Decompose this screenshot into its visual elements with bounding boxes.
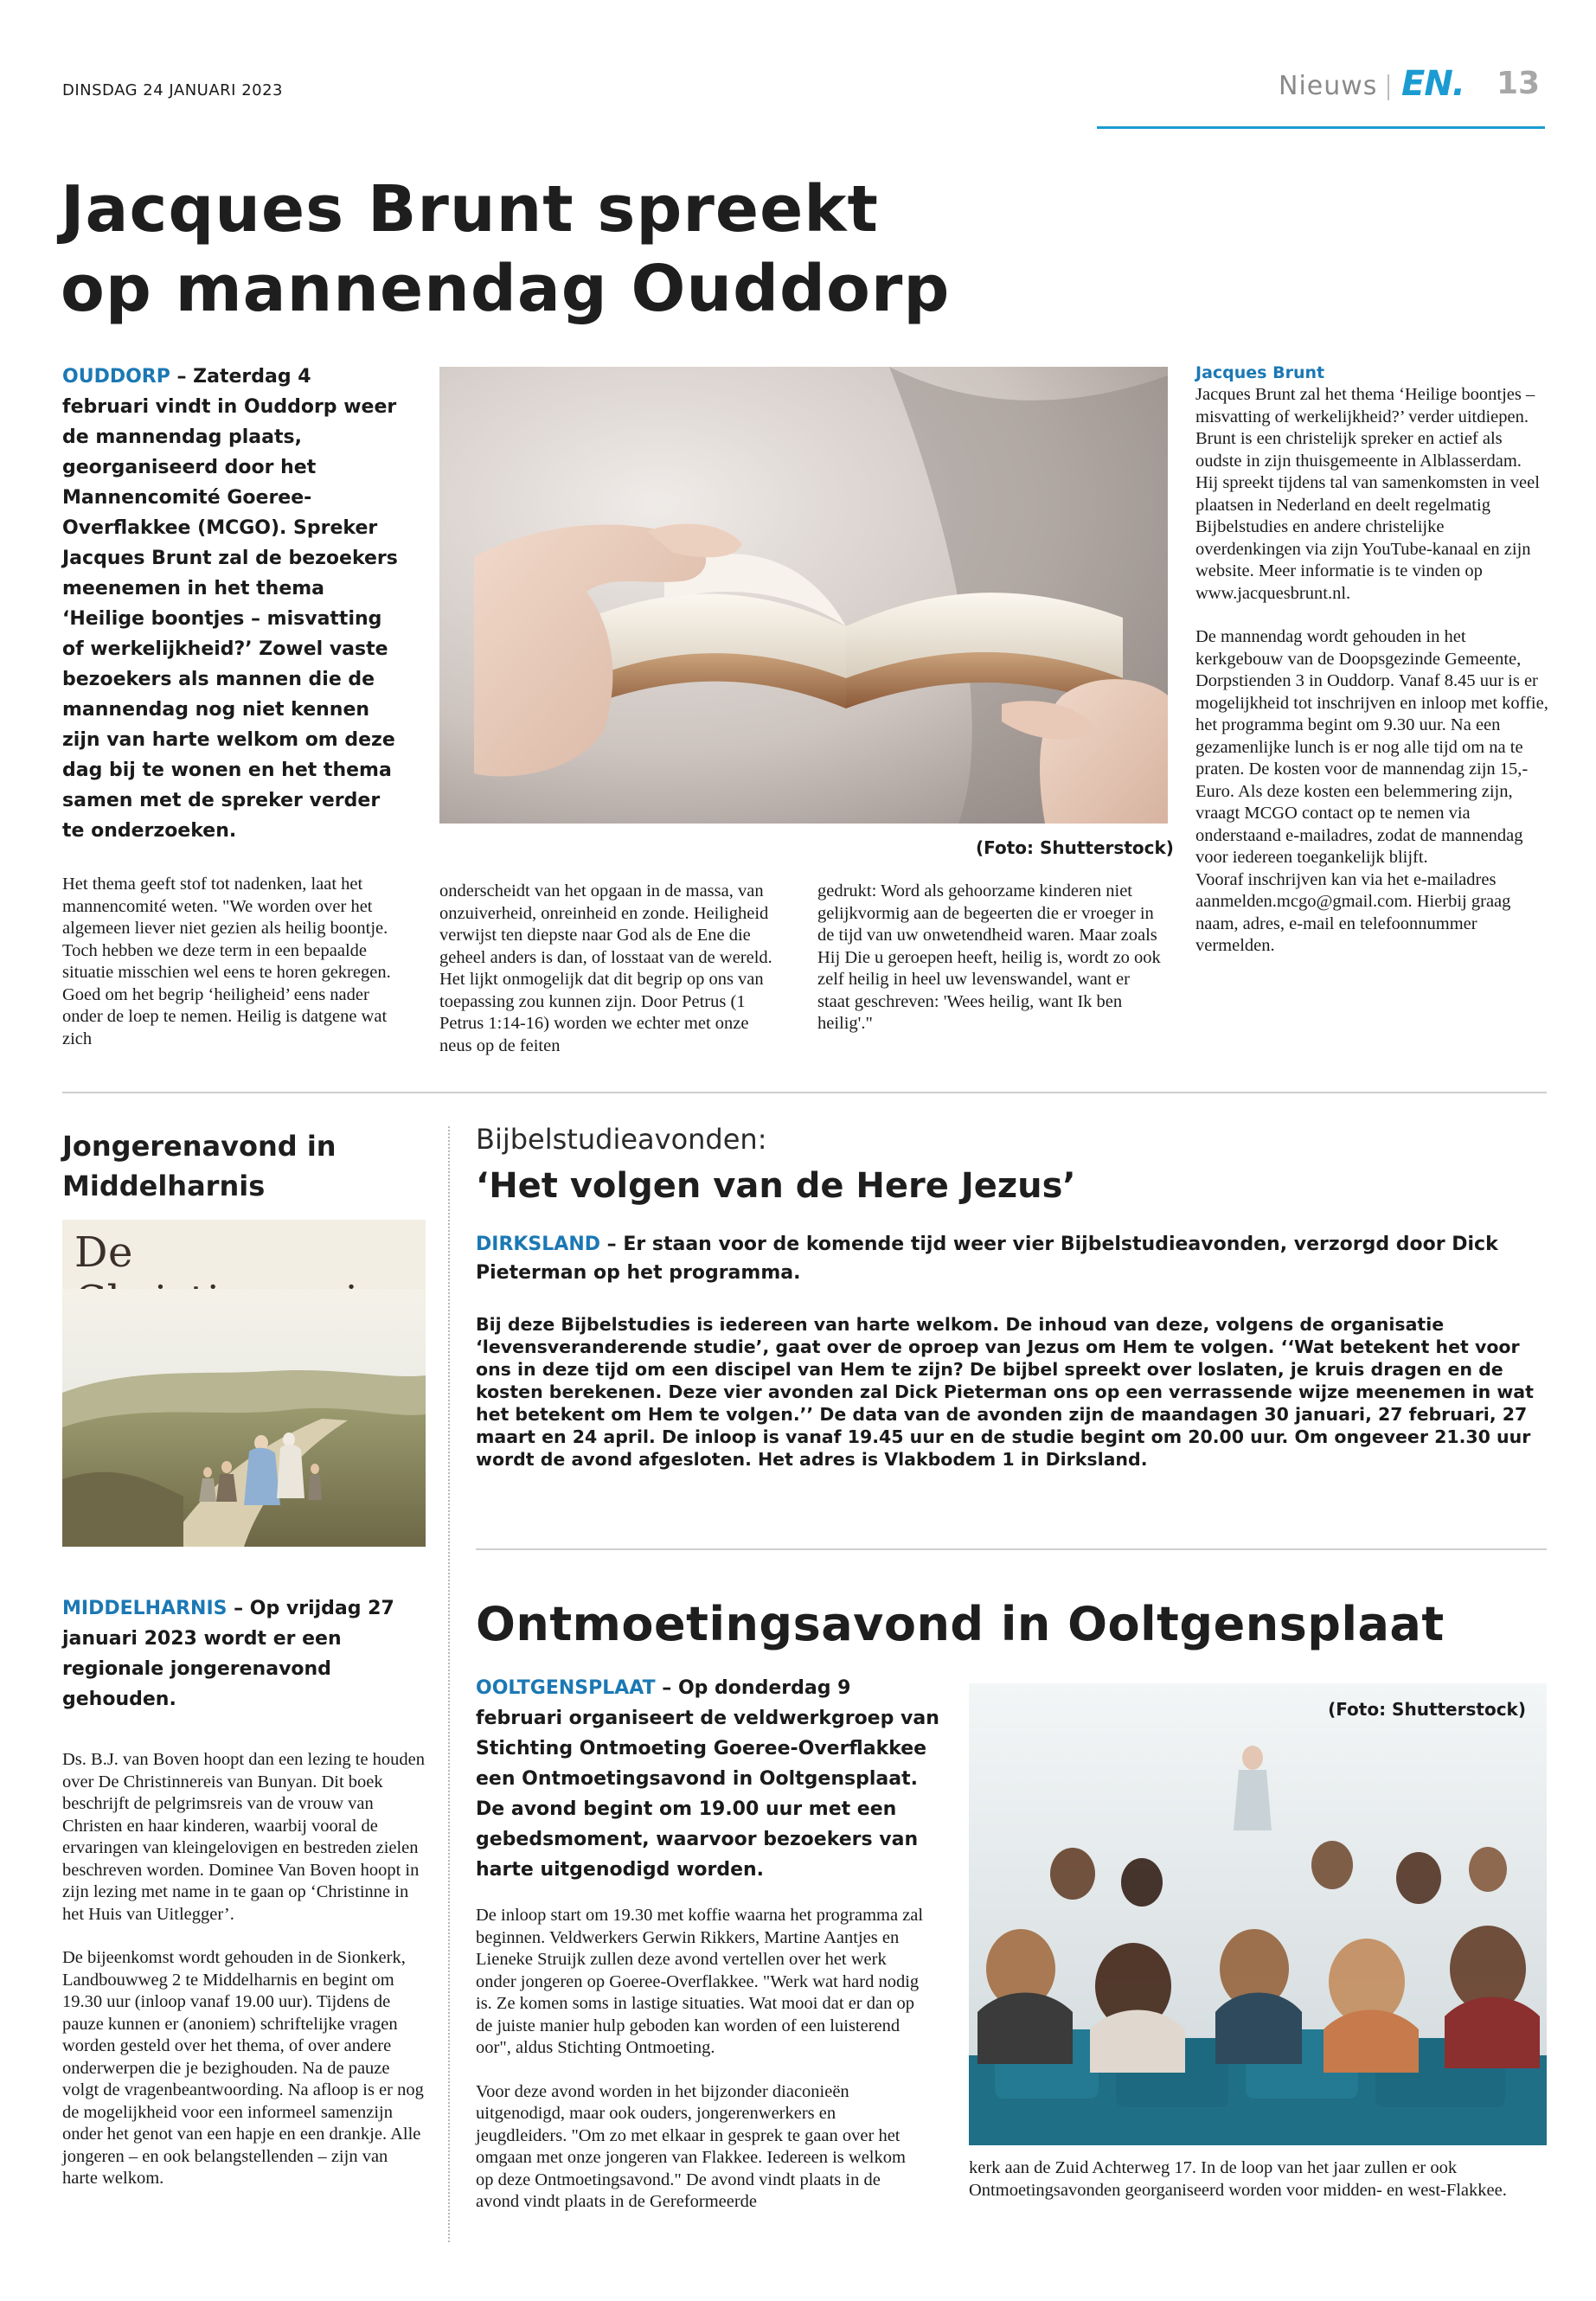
- article1-lead-text: – Zaterdag 4 februari vindt in Ouddorp weer de mannendag plaats, georganiseerd door het Mannencomité Goeree-Overflakkee (MCGO). Spreker Jacques Brunt zal de bezoekers meenemen in het thema ‘Heilige boontjes – misvatting of werkelijkheid?’ Zowel vaste bezoekers als mannen die de mannendag nog niet kennen zijn van harte welkom om deze dag bij te wonen en het thema samen met de spreker verder te onderzoeken.: [62, 366, 398, 842]
- article3-overline: Bijbelstudieavonden:: [476, 1123, 767, 1156]
- article4-lead: [476, 1673, 943, 1885]
- article3-headline: ‘Het volgen van de Here Jezus’: [476, 1166, 1076, 1206]
- article4-continuation: [969, 2157, 1547, 2202]
- article1-lead: [62, 362, 404, 846]
- article3-lead-text: – Er staan voor de komende tijd weer vier Bijbelstudieavonden, verzorgd door Dick Pieterman op het programma.: [476, 1234, 1498, 1284]
- book-cover-title: De: [74, 1228, 133, 1277]
- sidebar-paragraph-1: Jacques Brunt zal het thema ‘Heilige boontjes – misvatting of werkelijkheid?’ verder uitdiepen. Brunt is een christelijk spreker en actief als oudste in zijn thuisgemeente in Alblasserdam. Hij spreekt tijdens tal van samenkomsten in veel plaatsen in Nederland en deelt regelmatig Bijbelstudies en andere christelijke overdenkingen via zijn YouTube-kanaal en zijn website. Meer informatie is te vinden op www.jacquesbrunt.nl.: [1195, 385, 1540, 603]
- article1-column3: [817, 881, 1162, 1035]
- article4-body: [476, 1905, 926, 2235]
- article4-paragraph-1: De inloop start om 19.30 met koffie waarna het programma zal beginnen. Veldwerkers Gerwin Rikkers, Martine Aantjes en Lieneke Struijk zullen deze avond vertellen over het werk onder jongeren op Goeree-Overflakkee. "Werk wat hard nodig is. Ze komen soms in lastige situaties. Wat mooi dat er dan op de juiste manier hulp geboden kan worden of een luisterend oor", aldus Stichting Ontmoeting.: [476, 1906, 924, 2057]
- article4-dateline: OOLTGENSPLAAT: [476, 1677, 656, 1699]
- column-divider-dotted: [448, 1126, 450, 2242]
- article1-column1: [62, 874, 407, 1050]
- issue-date: DINSDAG 24 JANUARI 2023: [62, 81, 284, 99]
- article2-headline: [62, 1126, 337, 1206]
- article4-paragraph-3: kerk aan de Zuid Achterweg 17. In de loop van het jaar zullen er ook Ontmoetingsavonden georganiseerd worden voor midden- en west-Flakkee.: [969, 2158, 1507, 2200]
- audience-photo-illustration: [969, 1683, 1547, 2145]
- section-divider-2: [476, 1548, 1547, 1550]
- article2-lead: [62, 1593, 408, 1715]
- article4-photo-caption: (Foto: Shutterstock): [1328, 1699, 1526, 1720]
- article1-column2: [439, 881, 784, 1057]
- article2-headline-line1: Jongerenavond in: [62, 1130, 337, 1163]
- article1-photo-caption: (Foto: Shutterstock): [976, 837, 1174, 858]
- article2-paragraph-2: De bijeenkomst wordt gehouden in de Sionkerk, Landbouwweg 2 te Middelharnis en begint om 19.30 uur (inloop vanaf 19.00 uur). Tijdens de pauze kunnen er (anoniem) schriftelijke vragen worden gesteld over het thema, of over andere onderwerpen die je bezighouden. Na de pauze volgt de vragenbeantwoording. Na afloop is er nog de mogelijkheid voor een informeel samenzijn onder het genot van een hapje en een drankje. Alle jongeren – en ook belangstellenden – zijn van harte welkom.: [62, 1948, 424, 2188]
- audience-photo: [969, 1683, 1547, 2145]
- page-number: 13: [1497, 66, 1541, 101]
- section-divider-1: [62, 1092, 1547, 1093]
- article1-headline-line2: op mannendag Ouddorp: [61, 252, 951, 326]
- sidebar-heading: Jacques Brunt: [1195, 363, 1325, 382]
- article1-column1-text: Het thema geeft stof tot nadenken, laat het mannencomité weten. "We worden over het algemeen liever niet gezien als heilig boontje. Toch hebben we deze term in een bepaalde situatie misschien wel eens te horen gekregen. Goed om het begrip ‘heiligheid’ eens nader onder de loep te nemen. Heilig is datgene wat zich: [62, 875, 391, 1048]
- article1-column2-text: onderscheidt van het opgaan in de massa, van onzuiverheid, onreinheid en zonde. Heiligheid verwijst ten diepste naar God als de Ene die geheel anders is dan, of losstaat van de wereld. Het lijkt onmogelijk dat dit begrip op ons van toepassing zou kunnen zijn. Door Petrus (1 Petrus 1:14-16) worden we echter met onze neus op de feiten: [439, 881, 772, 1055]
- article1-column3-text: gedrukt: Word als gehoorzame kinderen niet gelijkvormig aan de begeerten die er vroeger in de tijd van uw onwetendheid waren. Maar zoals Hij Die u geroepen heeft, heilig is, wordt zo ook zelf heilig in heel uw levenswandel, want er staat geschreven: 'Wees heilig, want Ik ben heilig'.": [817, 881, 1161, 1033]
- article2-dateline: MIDDELHARNIS: [62, 1598, 228, 1619]
- article4-headline: Ontmoetingsavond in Ooltgensplaat: [476, 1597, 1445, 1651]
- article2-body: [62, 1749, 426, 2212]
- article1-dateline: OUDDORP: [62, 366, 170, 388]
- article4-lead-text: – Op donderdag 9 februari organiseert de veldwerkgroep van Stichting Ontmoeting Goeree-Overflakkee een Ontmoetingsavond in Ooltgensplaat. De avond begint om 19.00 uur met een gebedsmoment, waarvoor bezoekers van harte uitgenodigd worden.: [476, 1677, 939, 1881]
- bible-photo-illustration: [439, 367, 1168, 824]
- masthead-divider: [1388, 74, 1389, 100]
- book-cover: [62, 1220, 426, 1547]
- article2-headline-line2: Middelharnis: [62, 1170, 266, 1202]
- newspaper-logo[interactable]: EN.: [1401, 64, 1465, 104]
- sidebar-paragraph-3: Vooraf inschrijven kan via het e-mailadres aanmelden.mcgo@gmail.com. Hierbij graag naam, adres, e-mail en telefoonnummer vermelden.: [1195, 869, 1511, 955]
- article2-lead-text: – Op vrijdag 27 januari 2023 wordt er een regionale jongerenavond gehouden.: [62, 1598, 394, 1710]
- bible-photo: [439, 367, 1168, 824]
- book-cover-illustration: [62, 1220, 426, 1547]
- article3-body: Bij deze Bijbelstudies is iedereen van harte welkom. De inhoud van deze, volgens de organisatie ‘levensveranderende studie’, gaat over de oproep van Jezus om Hem te volgen. ‘‘Wat betekent het voor ons in deze tijd om een discipel van Hem te zijn? De bijbel spreekt over loslaten, je kruis dragen en de kosten berekenen. Deze vier avonden zal Dick Pieterman ons op een verrassende wijze meenemen in wat het betekent om Hem te volgen.’’ De data van de avonden zijn de maandagen 30 januari, 27 februari, 27 maart en 24 april. De inloop is vanaf 19.45 uur en de studie begint om 20.00 uur. Om ongeveer 21.30 uur wordt de avond afgesloten. Het adres is Vlakbodem 1 in Dirksland.: [476, 1314, 1534, 1470]
- article1-sidebar: [1195, 362, 1548, 979]
- masthead-accent-rule: [1097, 126, 1545, 129]
- article1-headline-line1: Jacques Brunt spreekt: [61, 172, 879, 247]
- article3-lead: [476, 1230, 1514, 1287]
- section-label[interactable]: Nieuws: [1279, 71, 1378, 101]
- article1-headline: [61, 170, 950, 329]
- article4-paragraph-2: Voor deze avond worden in het bijzonder diaconieën uitgenodigd, maar ook ouders, jongerenwerkers en jeugdleiders. "Om zo met elkaar in gesprek te gaan over het omgaan met onze jongeren van Flakkee. Iedereen is welkom op deze Ontmoetingsavond." De avond vindt plaats in de avond vindt plaats in de Gereformeerde: [476, 2081, 906, 2211]
- article2-paragraph-1: Ds. B.J. van Boven hoopt dan een lezing te houden over De Christinnereis van Bunyan. Dit boek beschrijft de pelgrimsreis van de vrouw van Christen en haar kinderen, waarbij vooral de ervaringen van kleingelovigen en bestreden zielen beschreven worden. Dominee Van Boven hoopt in zijn lezing met name in te gaan op ‘Christinne in het Huis van Uitlegger’.: [62, 1750, 426, 1924]
- sidebar-paragraph-2: De mannendag wordt gehouden in het kerkgebouw van de Doopsgezinde Gemeente, Dorpstienden 3 in Ouddorp. Vanaf 8.45 uur is er mogelijkheid tot inschrijven en inloop met koffie, het programma begint om 9.30 uur. Na een gezamenlijke lunch is er nog alle tijd om na te praten. De kosten voor de mannendag zijn 15,- Euro. Als deze kosten een belemmering zijn, vraagt MCGO contact op te nemen via onderstaand e-mailadres, zodat de mannendag voor iedereen toegankelijk blijft.: [1195, 627, 1548, 867]
- article3-dateline: DIRKSLAND: [476, 1234, 600, 1255]
